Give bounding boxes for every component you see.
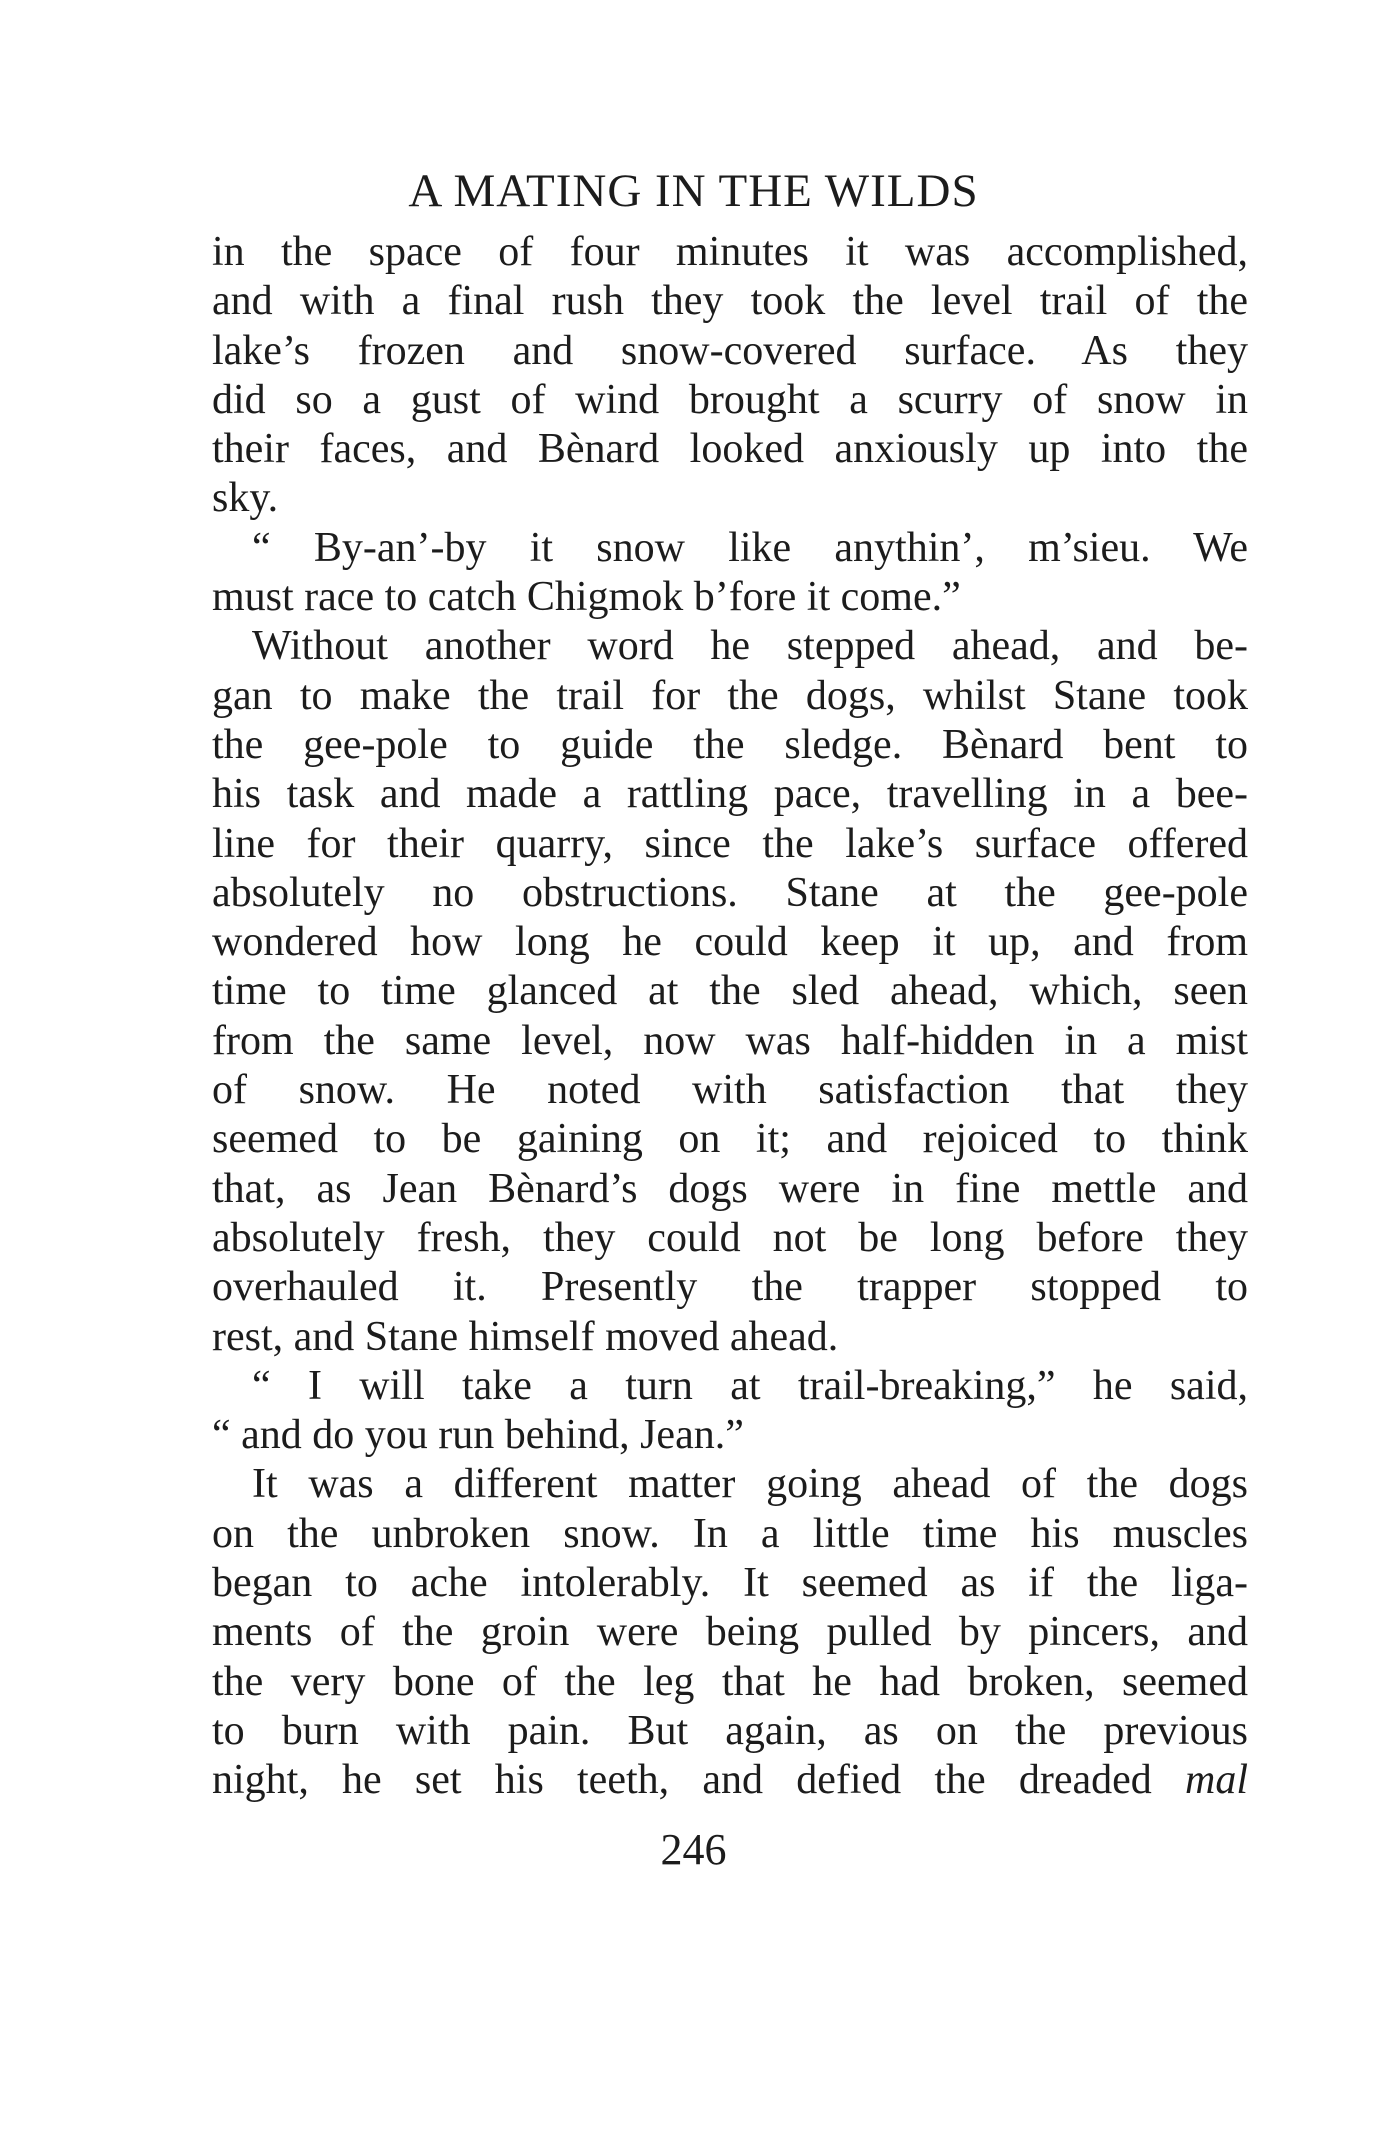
- text-line: Without another word he stepped ahead, and be-: [252, 623, 1248, 670]
- text-line: must race to catch Chigmok b’fore it come.”: [212, 574, 961, 621]
- text-line: It was a different matter going ahead of the dogs: [252, 1461, 1248, 1508]
- text-line: that, as Jean Bènard’s dogs were in fine mettle and: [212, 1165, 1248, 1212]
- text-line: the gee-pole to guide the sledge. Bènard bent to: [212, 721, 1248, 768]
- text-line: on the unbroken snow. In a little time his muscles: [212, 1510, 1248, 1557]
- body-text: [212, 228, 1248, 1806]
- text-line: rest, and Stane himself moved ahead.: [212, 1313, 839, 1360]
- text-line: “ I will take a turn at trail-breaking,” he said,: [252, 1362, 1248, 1409]
- text-line: in the space of four minutes it was accomplished,: [212, 229, 1248, 275]
- text-line: absolutely fresh, they could not be long before they: [212, 1214, 1248, 1261]
- text-line: ments of the groin were being pulled by pincers, and: [212, 1609, 1248, 1656]
- running-head: A MATING IN THE WILDS: [408, 165, 979, 217]
- text-line: line for their quarry, since the lake’s surface offered: [212, 820, 1248, 867]
- text-line: gan to make the trail for the dogs, whilst Stane took: [212, 672, 1248, 719]
- text-line: did so a gust of wind brought a scurry of snow in: [212, 376, 1248, 423]
- text-line: his task and made a rattling pace, travelling in a bee-: [212, 771, 1248, 818]
- text-line: to burn with pain. But again, as on the previous: [212, 1707, 1248, 1754]
- text-line: overhauled it. Presently the trapper stopped to: [212, 1264, 1248, 1311]
- text-line: began to ache intolerably. It seemed as if the liga-: [212, 1560, 1248, 1607]
- text-line: “ By-an’-by it snow like anythin’, m’sieu. We: [252, 524, 1248, 571]
- italic-word: mal: [1185, 1757, 1248, 1804]
- text-line: [212, 1756, 1248, 1805]
- text-line: time to time glanced at the sled ahead, which, seen: [212, 968, 1248, 1015]
- text-line: lake’s frozen and snow-covered surface. As they: [212, 327, 1248, 374]
- text-line: the very bone of the leg that he had broken, seemed: [212, 1658, 1248, 1705]
- text-line: “ and do you run behind, Jean.”: [212, 1412, 744, 1459]
- text-line: from the same level, now was half-hidden in a mist: [212, 1017, 1248, 1064]
- text-line: and with a final rush they took the level trail of the: [212, 278, 1248, 325]
- text-line: their faces, and Bènard looked anxiously up into the: [212, 426, 1248, 473]
- text-line: seemed to be gaining on it; and rejoiced to think: [212, 1116, 1248, 1163]
- text-line: absolutely no obstructions. Stane at the gee-pole: [212, 869, 1248, 916]
- text-line: of snow. He noted with satisfaction that they: [212, 1067, 1248, 1114]
- text-line: wondered how long he could keep it up, and from: [212, 919, 1248, 966]
- page-number: 246: [660, 1825, 727, 1874]
- text-line-words: night, he set his teeth, and defied the dreaded: [212, 1757, 1152, 1804]
- text-line: sky.: [212, 475, 279, 522]
